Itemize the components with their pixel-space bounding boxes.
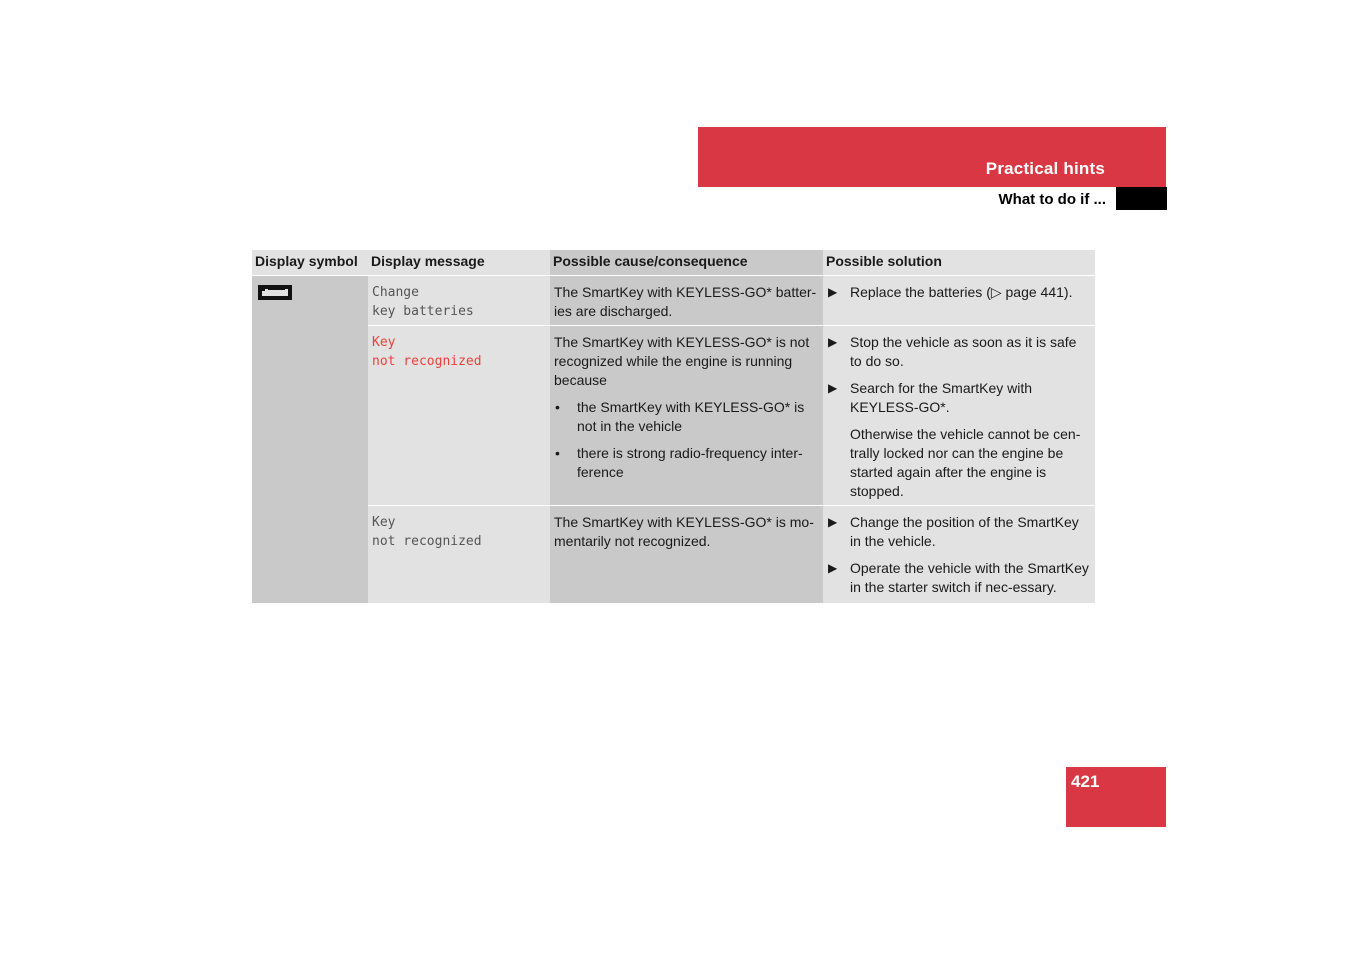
cause-cell <box>550 506 823 604</box>
solution-cell <box>823 326 1095 506</box>
cause-text: The SmartKey with KEYLESS-GO* is not recognized while the engine is running because <box>554 334 810 388</box>
header-display-message: Display message <box>368 250 550 276</box>
message-line: Key <box>372 335 396 350</box>
display-message-cell <box>368 276 550 326</box>
cause-text: The SmartKey with KEYLESS-GO* is mo-mentarily not recognized. <box>554 514 814 549</box>
arrow-right-icon: ▶ <box>828 285 838 299</box>
header-display-symbol: Display symbol <box>252 250 368 276</box>
subsection-title: What to do if ... <box>998 191 1106 208</box>
solution-step: ▶ Replace the batteries (▷ page 441). <box>828 284 1073 300</box>
table-row <box>252 506 1095 604</box>
header-possible-cause: Possible cause/consequence <box>550 250 823 276</box>
display-symbol-cell <box>252 276 368 604</box>
arrow-right-icon: ▶ <box>828 561 838 575</box>
display-messages-table <box>252 250 1095 603</box>
display-message-cell <box>368 506 550 604</box>
solution-step: ▶ Stop the vehicle as soon as it is safe to do so. <box>828 334 1077 369</box>
arrow-right-icon: ▶ <box>828 515 838 529</box>
table-row <box>252 326 1095 506</box>
cause-text: The SmartKey with KEYLESS-GO* batter-ies are discharged. <box>554 284 817 319</box>
message-line: key batteries <box>372 304 474 319</box>
solution-note: Otherwise the vehicle cannot be cen-trally locked nor can the engine be started again after the engine is stopped. <box>850 426 1081 499</box>
cause-cell <box>550 326 823 506</box>
solution-step: ▶ Change the position of the SmartKey in the vehicle. <box>828 514 1079 549</box>
key-battery-icon <box>258 285 292 300</box>
cause-cell <box>550 276 823 326</box>
section-header-band <box>698 127 1166 187</box>
message-line: Change <box>372 285 419 300</box>
display-message-cell <box>368 326 550 506</box>
table-header-row <box>252 250 1095 276</box>
solution-cell <box>823 276 1095 326</box>
arrow-right-icon: ▶ <box>828 381 838 395</box>
page-number-box <box>1066 767 1166 827</box>
cause-bullet: • there is strong radio-frequency inter-ference <box>555 445 803 480</box>
message-line: not recognized <box>372 534 482 549</box>
solution-step: ▶ Operate the vehicle with the SmartKey in the starter switch if nec-essary. <box>828 560 1089 595</box>
solution-cell <box>823 506 1095 604</box>
cause-bullet: • the SmartKey with KEYLESS-GO* is not in the vehicle <box>555 399 805 434</box>
thumb-tab-marker <box>1116 187 1167 210</box>
message-line: Key <box>372 515 396 530</box>
page-number: 421 <box>1071 772 1100 791</box>
table-row <box>252 276 1095 326</box>
message-line: not recognized <box>372 354 482 369</box>
section-title: Practical hints <box>985 159 1105 178</box>
header-possible-solution: Possible solution <box>823 250 1095 276</box>
arrow-right-icon: ▶ <box>828 335 838 349</box>
solution-step: ▶ Search for the SmartKey with KEYLESS-GO*. <box>828 380 1033 415</box>
